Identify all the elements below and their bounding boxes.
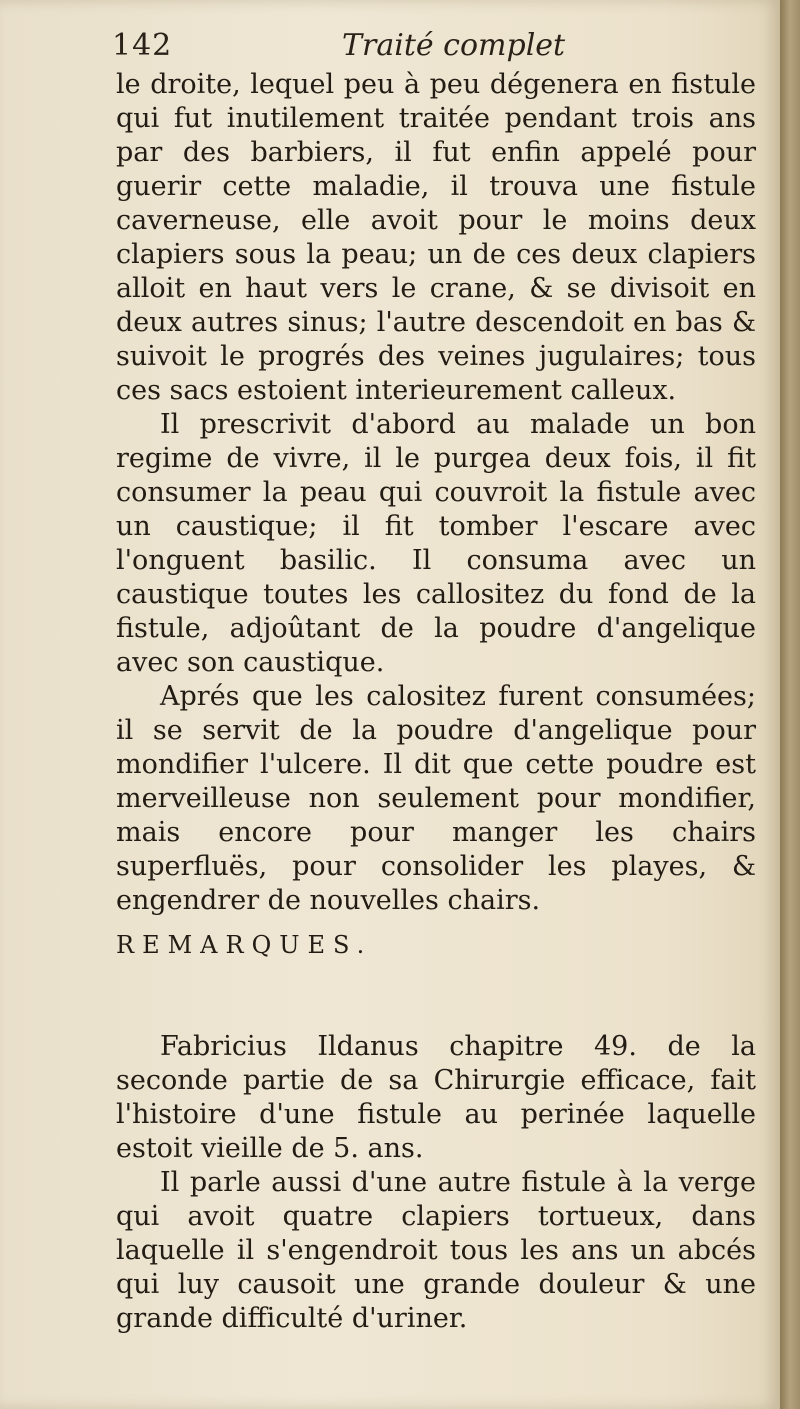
spacer <box>116 962 756 1030</box>
page-body <box>116 68 756 1336</box>
paragraph: le droite, lequel peu à peu dégenera en fistule qui fut inutilement traitée pendant trois ans par des barbiers, il fut enfin appelé pour guerir cette maladie, il trouva une fistule caverneuse, elle avoit pour le moins deux clapiers sous la peau; un de ces deux clapiers alloit en haut vers le crane, & se divisoit en deux autres sinus; l'autre descendoit en bas & suivoit le progrés des veines jugulaires; tous ces sacs estoient interieurement calleux. <box>116 69 756 406</box>
running-title: Traité complet <box>342 28 566 63</box>
paragraph: Aprés que les calositez furent consumées; il se servit de la poudre d'angelique pour mondifier l'ulcere. Il dit que cette poudre est merveilleuse non seulement pour mondifier, mais encore pour manger les chairs superfluës, pour consolider les playes, & engendrer de nouvelles chairs. <box>116 681 756 916</box>
page-edge <box>780 0 800 1409</box>
section-heading: REMARQUES. <box>116 931 373 959</box>
paragraph: Il prescrivit d'abord au malade un bon regime de vivre, il le purgea deux fois, il fit consumer la peau qui couvroit la fistule avec un caustique; il fit tomber l'escare avec l'onguent basilic. Il consuma avec un caustique toutes les callositez du fond de la fistule, adjoûtant de la poudre d'angelique avec son caustique. <box>116 409 756 678</box>
page-header <box>112 24 752 68</box>
page-number: 142 <box>112 28 173 63</box>
remark-paragraph: Il parle aussi d'une autre fistule à la verge qui avoit quatre clapiers tortueux, dans laquelle il s'engendroit tous les ans un abcés qui luy causoit une grande douleur & une grande difficulté d'uriner. <box>116 1167 756 1334</box>
remark-paragraph: Fabricius Ildanus chapitre 49. de la seconde partie de sa Chirurgie efficace, fait l'histoire d'une fistule au perinée laquelle estoit vieille de 5. ans. <box>116 1031 756 1164</box>
